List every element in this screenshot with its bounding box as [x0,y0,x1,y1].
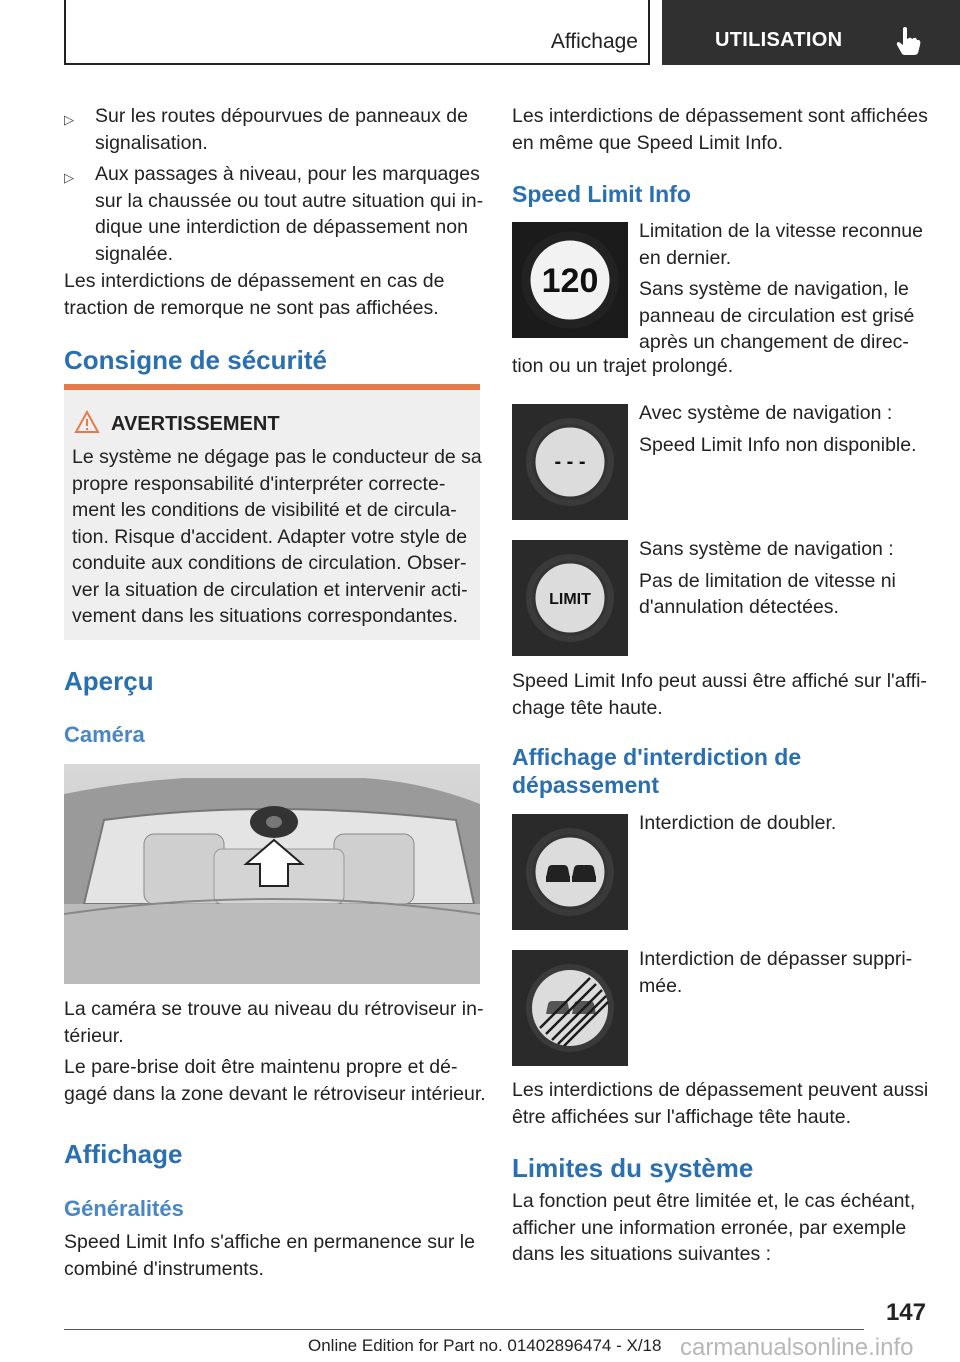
intro-text: Les interdictions de dépassement sont affichées en même que Speed Limit Info. [512,105,928,154]
overview-heading: Aperçu [64,666,154,696]
header-section: Affichage [550,30,638,53]
camera-location-image [64,764,480,984]
overtake-heading: Affichage d'interdiction de dépassement [512,744,802,798]
bullet-marker-icon: ▷ [64,112,74,127]
footer-divider [64,1329,864,1330]
windshield-text: Le pare-brise doit être maintenu propre et dé‐ gagé dans la zone devant le rétroviseur intérieur. [64,1056,486,1105]
end-no-overtaking-sign [512,950,628,1066]
sli-text-2-tail: tion ou un trajet prolongé. [512,355,734,377]
limits-text: La fonction peut être limitée et, le cas échéant, afficher une information erronée, par exemple dans les situations suivantes : [512,1190,916,1265]
no-overtaking-sign [512,814,628,930]
speed-limit-info-heading: Speed Limit Info [512,181,691,207]
speed-info-unavailable-sign [512,404,628,520]
nav-text: Avec système de navigation : Speed Limit Info non disponible. [639,402,917,456]
limit-sign-label: LIMIT [549,591,591,608]
warning-title: AVERTISSEMENT [111,413,280,435]
nonav-text: Sans système de navigation : Pas de limitation de vitesse ni d'annulation détectées. [639,538,896,618]
footer-edition: Online Edition for Part no. 01402896474 - X/18 [308,1336,662,1355]
header-chapter: UTILISATION [715,29,843,51]
bullet-marker-icon: ▷ [64,170,74,185]
page-number: 147 [885,1299,926,1326]
watermark: carmanualsonline.info [680,1334,914,1361]
warning-text: Le système ne dégage pas le conducteur de sa propre responsabilité d'interpréter correcte‐ ment les conditions de visibilité et de circula‐ tion. Risque d'accident. Adapter votre style de conduite aux conditions de circulation. Obser‐ ver la situation de circulation et intervenir acti‐ vement dans les situations correspondantes. [72,446,482,627]
overtake-hud-text: Les interdictions de dépassement peuvent aussi être affichées sur l'affichage tête haute. [512,1079,929,1128]
overtake-lifted-text: Interdiction de dépasser suppri‐ mée. [639,948,913,997]
sli-text-2: Sans système de navigation, le panneau de circulation est grisé après un changement de direc‐ [639,278,915,353]
camera-heading: Caméra [64,722,145,747]
no-limit-detected-sign [512,540,628,656]
trailer-note: Les interdictions de dépassement en cas de traction de remorque ne sont pas affichées. [64,270,445,319]
camera-text: La caméra se trouve au niveau du rétroviseur in‐ térieur. [64,998,484,1047]
safety-heading: Consigne de sécurité [64,345,327,375]
list-item: Sur les routes dépourvues de panneaux de signalisation. [95,105,468,154]
sign-120-label: 120 [541,262,599,300]
display-heading: Affichage [64,1139,183,1169]
general-text: Speed Limit Info s'affiche en permanence sur le combiné d'instruments. [64,1231,475,1280]
warning-triangle-icon [74,410,100,434]
speed-limit-120-sign [512,222,628,338]
dash-sign-label: - - - [554,451,586,473]
list-item: Aux passages à niveau, pour les marquages sur la chaussée ou tout autre situation qui in‐ dique une interdiction de dépassement non signalée. [95,163,484,265]
pointing-hand-icon [895,26,921,56]
hud-text: Speed Limit Info peut aussi être affiché sur l'affi‐ chage tête haute. [512,670,927,719]
sli-text-1: Limitation de la vitesse reconnue en dernier. [639,220,923,269]
no-overtake-text: Interdiction de doubler. [639,812,837,834]
system-limits-heading: Limites du système [512,1153,754,1183]
general-heading: Généralités [64,1196,184,1221]
